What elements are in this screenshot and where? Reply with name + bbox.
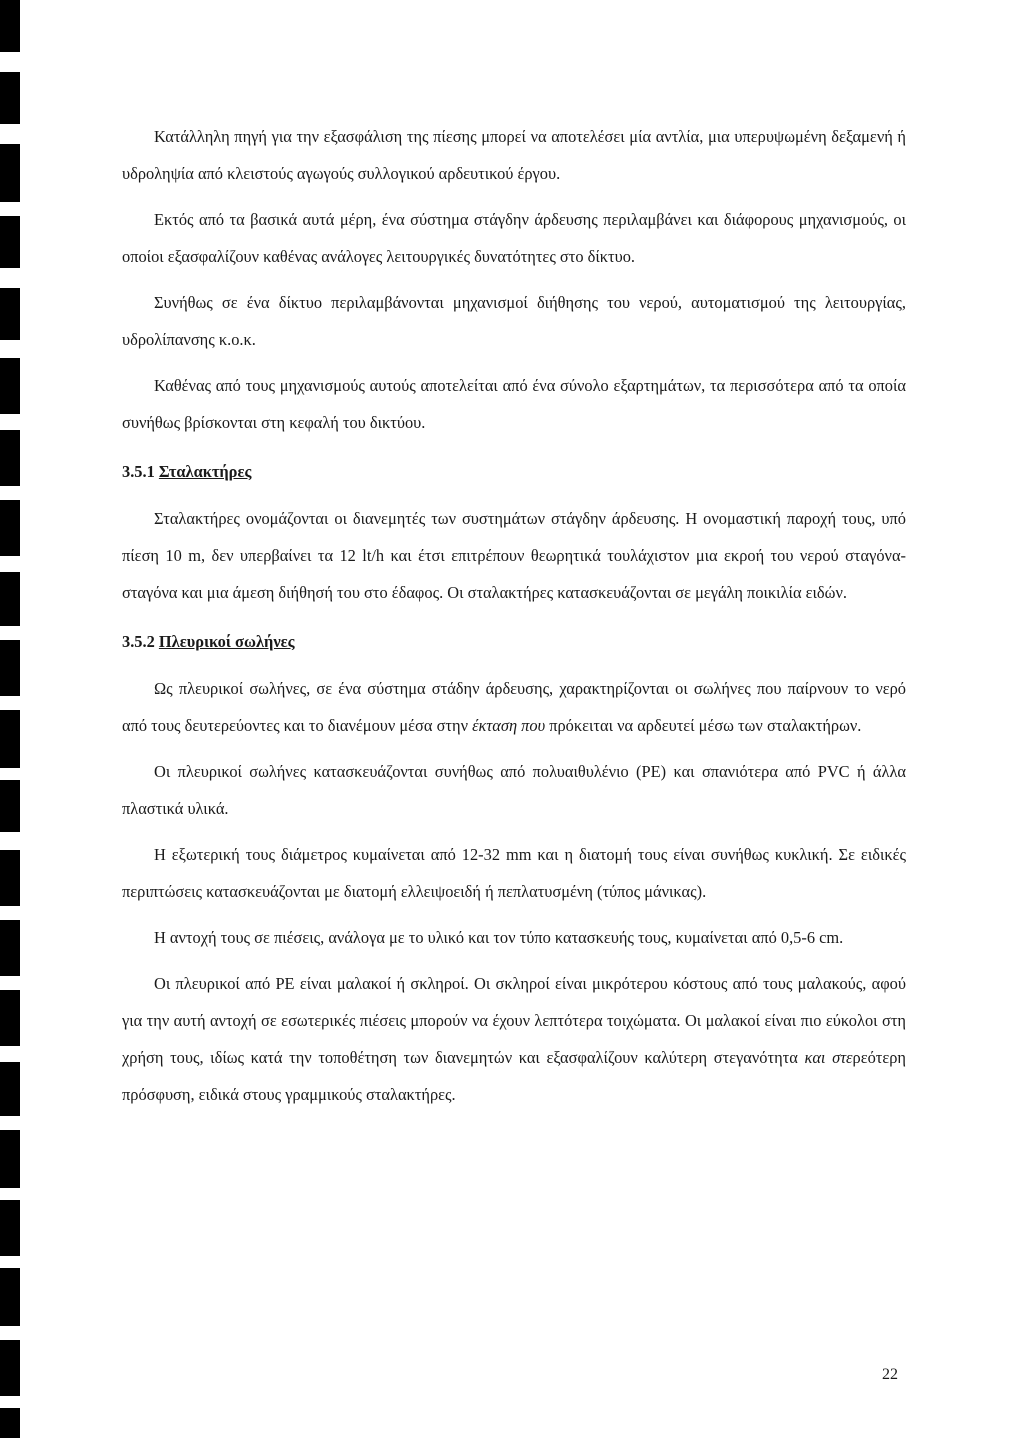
scan-edge-mark (0, 144, 20, 202)
section-3-5-2-paragraph-4: Η αντοχή τους σε πιέσεις, ανάλογα με το υλικό και τον τύπο κατασκευής τους, κυμαίνεται από 0,5-6 cm. (154, 928, 844, 947)
page-number: 22 (882, 1366, 898, 1383)
intro-paragraph-2: Εκτός από τα βασικά αυτά μέρη, ένα σύστημα στάγδην άρδευσης περιλαμβάνει και διάφορους μηχανισμούς, οι οποίοι εξασφαλίζουν καθένας ανάλογες λειτουργικές δυνατότητες στο δίκτυο. (122, 210, 906, 266)
section-title: Σταλακτήρες (158, 462, 252, 481)
paragraph-text: ρεότερη πρόσφυση, ειδικά στους γραμμικούς σταλακτήρες. (122, 1048, 907, 1104)
paragraph-text: Οι πλευρικοί από PE είναι μαλακοί ή σκληροί. Οι σκληροί είναι μικρότερου κόστους από τους μαλακούς, αφού για την αυτή αντοχή σε εσωτερικές πιέσεις μπορούν να έχουν λεπτότερα τοιχώματα. Οι μαλακοί είναι πιο εύκολοι στη χρήση τους, ιδίως κατά την τοποθέτηση των διανεμητών και εξασφαλίζουν καλύτερη στεγανότητα (122, 974, 906, 1067)
scan-edge-mark (0, 216, 20, 268)
italic-text: και στε (804, 1048, 853, 1067)
scan-edge-mark (0, 1130, 20, 1188)
scan-edge-mark (0, 1408, 20, 1438)
intro-paragraph-4: Καθένας από τους μηχανισμούς αυτούς αποτελείται από ένα σύνολο εξαρτημάτων, τα περισσότερα από τα οποία συνήθως βρίσκονται στη κεφαλή του δικτύου. (122, 376, 906, 432)
scan-edge-mark (0, 1062, 20, 1116)
scan-edge-mark (0, 1200, 20, 1256)
scan-edge-mark (0, 288, 20, 340)
scan-edge-mark (0, 1340, 20, 1396)
section-3-5-2-paragraph-2: Οι πλευρικοί σωλήνες κατασκευάζονται συνήθως από πολυαιθυλένιο (PE) και σπανιότερα από PVC ή άλλα πλαστικά υλικά. (122, 762, 906, 818)
scan-edge-mark (0, 710, 20, 768)
section-heading-3-5-1 (122, 459, 906, 485)
italic-text: έκταση που (472, 716, 546, 735)
section-number: 3.5.2 (122, 632, 155, 651)
scan-edge-mark (0, 430, 20, 486)
scan-edge-mark (0, 1268, 20, 1326)
intro-paragraph-1: Κατάλληλη πηγή για την εξασφάλιση της πίεσης μπορεί να αποτελέσει μία αντλία, μια υπερυψωμένη δεξαμενή ή υδροληψία από κλειστούς αγωγούς συλλογικού αρδευτικού έργου. (122, 127, 906, 183)
paragraph-text: Ως πλευρικοί σωλήνες, σε ένα σύστημα στάδην άρδευσης, χαρακτηρίζονται οι σωλήνες που παίρνουν το νερό από τους δευτερεύοντες και το διανέμουν μέσα στην (122, 679, 906, 735)
section-3-5-2-paragraph-3: Η εξωτερική τους διάμετρος κυμαίνεται από 12-32 mm και η διατομή τους είναι συνήθως κυκλική. Σε ειδικές περιπτώσεις κατασκευάζονται με διατομή ελλειψοειδή ή πεπλατυσμένη (τύπος μάνικας). (122, 845, 906, 901)
scan-edge-mark (0, 72, 20, 124)
paragraph-text: πρόκειται να αρδευτεί μέσω των σταλακτήρων. (545, 716, 862, 735)
scan-edge-mark (0, 920, 20, 976)
scan-edge-mark (0, 850, 20, 906)
scan-binding-edge (0, 0, 22, 1438)
section-number: 3.5.1 (122, 462, 155, 481)
intro-paragraph-3: Συνήθως σε ένα δίκτυο περιλαμβάνονται μηχανισμοί διήθησης του νερού, αυτοματισμού της λειτουργίας, υδρολίπανσης κ.ο.κ. (122, 293, 906, 349)
scan-edge-mark (0, 0, 20, 52)
page-body (122, 118, 906, 1113)
scan-edge-mark (0, 990, 20, 1046)
section-3-5-2-paragraph-1 (122, 670, 906, 744)
section-heading-3-5-2 (122, 629, 906, 655)
scan-edge-mark (0, 500, 20, 556)
scan-edge-mark (0, 640, 20, 696)
section-3-5-1-paragraph-1: Σταλακτήρες ονομάζονται οι διανεμητές των συστημάτων στάγδην άρδευσης. Η ονομαστική παροχή τους, υπό πίεση 10 m, δεν υπερβαίνει τα 12 lt/h και έτσι επιτρέπουν θεωρητικά τουλάχιστον μια εκροή του νερού σταγόνα-σταγόνα και μια άμεση διήθησή του στο έδαφος. Οι σταλακτήρες κατασκευάζονται σε μεγάλη ποικιλία ειδών. (122, 509, 906, 602)
section-3-5-2-paragraph-5 (122, 965, 906, 1113)
section-title: Πλευρικοί σωλήνες (158, 632, 295, 651)
scan-edge-mark (0, 358, 20, 414)
scan-edge-mark (0, 572, 20, 626)
scan-edge-mark (0, 780, 20, 832)
